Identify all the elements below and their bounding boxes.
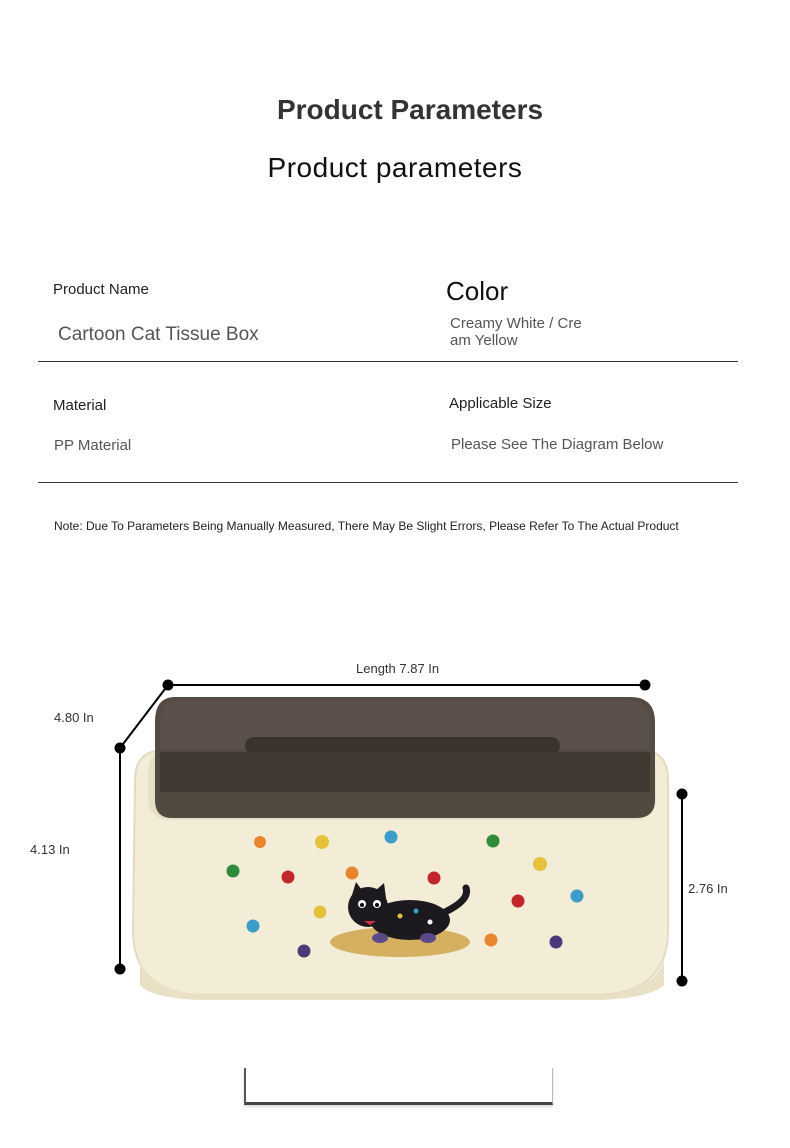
material-value: PP Material	[54, 437, 132, 454]
product-name-value: Cartoon Cat Tissue Box	[58, 324, 259, 345]
width-label: 4.80 In	[54, 710, 94, 725]
material-label: Material	[53, 397, 107, 414]
height-label: 4.13 In	[30, 842, 70, 857]
size-label: Applicable Size	[449, 395, 552, 412]
base-height-label: 2.76 In	[688, 881, 728, 896]
page-subtitle: Product parameters	[267, 152, 523, 183]
next-section-fragment	[244, 1068, 553, 1105]
size-value: Please See The Diagram Below	[451, 436, 664, 453]
product-name-label: Product Name	[53, 281, 149, 298]
color-value-line2: am Yellow	[450, 332, 518, 349]
color-value-line1: Creamy White / Cre	[450, 315, 582, 332]
note-text: Note: Due To Parameters Being Manually Measured, There May Be Slight Errors, Please Refer To The Actual Product	[54, 519, 679, 533]
page-title: Product Parameters	[276, 94, 544, 125]
table-divider	[38, 361, 738, 362]
table-divider	[38, 482, 738, 483]
tissue-box-lid-side	[160, 752, 650, 792]
color-label: Color	[446, 276, 509, 306]
length-label: Length 7.87 In	[356, 661, 440, 676]
